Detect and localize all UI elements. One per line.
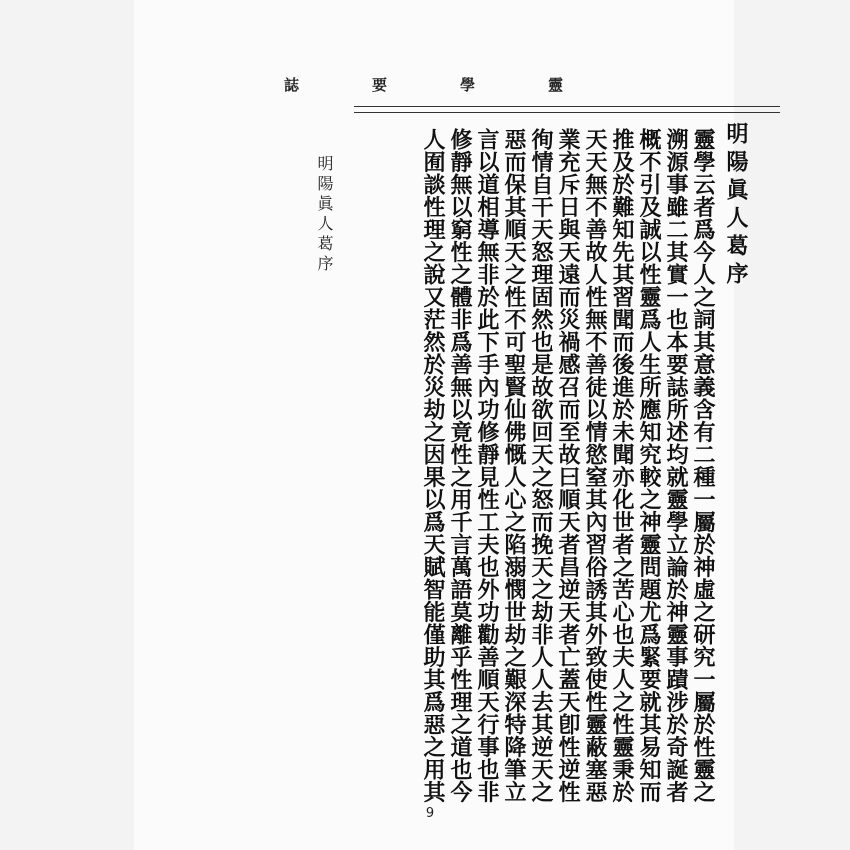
text-column: 修靜無以窮性之體非爲善無以竟性之用千言萬語莫離乎性理之道也今: [447, 128, 473, 803]
text-column: 溯源事雖二其實一也本要誌所述均就靈學立論於神靈事蹟涉於奇誕者: [663, 128, 689, 803]
header-char-3: 學: [460, 76, 476, 94]
header-char-4: 靈: [548, 76, 564, 94]
text-column: 言以道相導無非於此下手內功修靜見性工夫也外功勸善順天行事也非: [474, 128, 500, 803]
text-column: 徇情自干天怒理固然也是故欲回天之怒而挽天之劫非人人去其逆天之: [528, 128, 554, 803]
page-number: 9: [425, 806, 435, 821]
text-column: 人囿談性理之說又茫然於災劫之因果以爲天賦智能僅助其爲惡之用其: [420, 128, 446, 803]
header-char-1: 誌: [284, 76, 300, 94]
text-column: 推及於難知先其習聞而後進於未聞亦化世者之苦心也夫人之性靈秉於: [609, 128, 635, 803]
text-column: 惡而保其順天之性不可聖賢仙佛慨人心之陷溺憫世劫之艱深特降筆立: [501, 128, 527, 803]
text-column: 靈學云者爲今人之詞其意義含有二種一屬於神虛之研究一屬於性靈之: [690, 128, 716, 803]
body-text: [356, 128, 716, 803]
book-page: [134, 0, 749, 850]
text-column: 天天無不善故人性無不善徒以情慾窒其內習俗誘其外致使性靈蔽塞惡: [582, 128, 608, 803]
text-column: 概不引及誠以性靈爲人生所應知究較之神靈問題尤爲緊要就其易知而: [636, 128, 662, 803]
chapter-title: 明陽眞人葛序: [723, 122, 749, 290]
margin-title: 明陽眞人葛序: [315, 155, 334, 275]
header-rule: [354, 106, 780, 113]
text-column: 業充斥日與天遠而災禍感召而至故曰順天者昌逆天者亡蓋天卽性逆性: [555, 128, 581, 803]
running-header: [284, 74, 764, 98]
header-char-2: 要: [372, 76, 388, 94]
